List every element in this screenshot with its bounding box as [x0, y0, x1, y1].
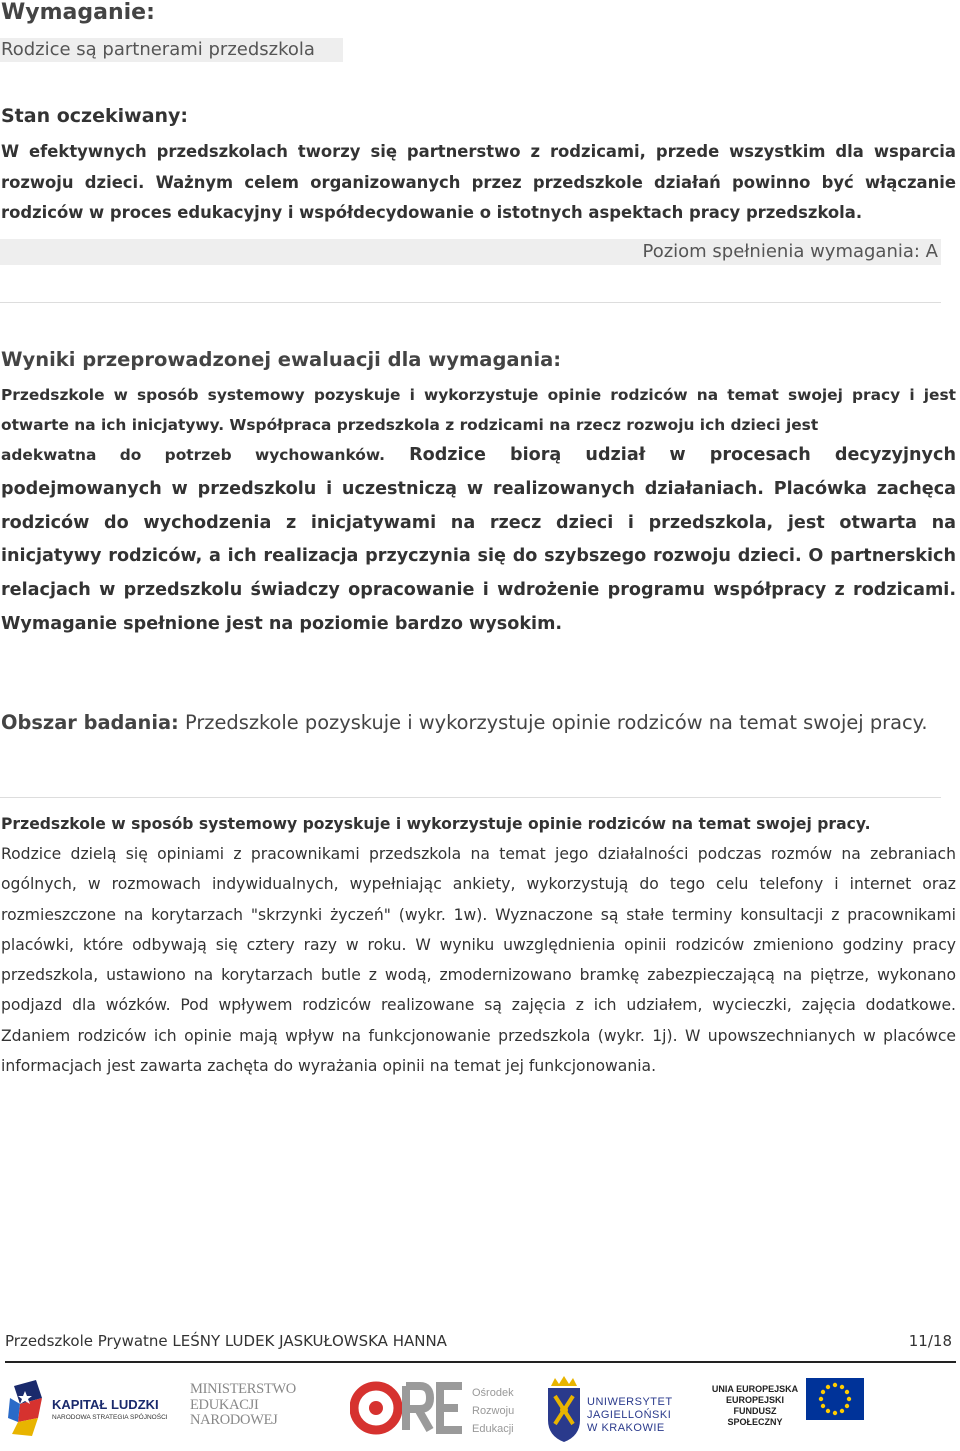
uj-crest-icon: [545, 1376, 583, 1444]
results-heading: Wyniki przeprowadzonej ewaluacji dla wymagania:: [1, 348, 562, 371]
ue-text: UNIA EUROPEJSKA EUROPEJSKI FUNDUSZ SPOŁECZNY: [711, 1384, 799, 1427]
ore-side-text: Ośrodek Rozwoju Edukacji: [472, 1387, 515, 1435]
section-divider: [0, 797, 941, 798]
research-area-text: Przedszkole pozyskuje i wykorzystuje opinie rodziców na temat swojej pracy.: [178, 711, 928, 734]
kapital-ludzki-logo: [8, 1372, 168, 1446]
ore-mark-icon: [350, 1378, 468, 1438]
finding-body: Rodzice dzielą się opiniami z pracownikami przedszkola na temat jego działalności podczas rozmów na zebraniach ogólnych, w rozmowach indywidualnych, wypełniając ankiety, wykorzystują do tego celu telefony i internet oraz rozmieszczone na korytarzach "skrzynki życzeń" (wykr. 1w). Wyznaczone są stałe terminy konsultacji z pracownikami placówki, które odbywają się cztery razy w roku. W wyniku uwzględnienia opinii rodziców zmieniono godziny pracy przedszkola, ustawiono na korytarzach butle z wodą, zmodernizowano bramkę zabezpieczającą na piętrze, wykonano podjazd dla wózków. Pod wpływem rodziców realizowane są zajęcia z ich udziałem, wycieczki, zajęcia dodatkowe. Zdaniem rodziców ich opinie mają wpływ na funkcjonowanie przedszkola (wykr. 1j). W upowszechnianych w placówce informacjach jest zawarta zachęta do wyrażania opinii na temat jej funkcjonowania.: [1, 845, 956, 1076]
footer-divider: [5, 1361, 956, 1363]
requirement-heading: Wymaganie:: [1, 0, 155, 25]
eu-flag-icon: [806, 1378, 864, 1420]
results-paragraph-2-start: adekwatna do potrzeb wychowanków.: [1, 446, 385, 464]
results-paragraph-2-rest: Rodzice biorą udział w procesach decyzyjnych podejmowanych w przedszkolu i uczestniczą w realizowanych działaniach. Placówka zachęca rodziców do wychodzenia z inicjatywami na rzecz dzieci i przedszkola, jest otwarta na inicjatywy rodziców, a ich realizacja przyczynia się do szybszego rozwoju dzieci. O partnerskich relacjach w przedszkolu świadczy opracowanie i wdrożenie programu współpracy z rodzicami. Wymaganie spełnione jest na poziomie bardzo wysokim.: [1, 445, 956, 634]
footer-institution: Przedszkole Prywatne LEŚNY LUDEK JASKUŁOWSKA HANNA: [5, 1332, 447, 1350]
uj-text: UNIWERSYTET JAGIELLOŃSKI W KRAKOWIE: [587, 1396, 673, 1434]
requirement-title: Rodzice są partnerami przedszkola: [1, 39, 315, 60]
research-area: [1, 708, 959, 738]
kapital-ludzki-emblem-icon: [8, 1378, 50, 1438]
results-paragraph-1: Przedszkole w sposób systemowy pozyskuje i wykorzystuje opinie rodziców na temat swojej pracy i jest otwarte na ich inicjatywy. Współpraca przedszkola z rodzicami na rzecz rozwoju ich dzieci jest: [1, 386, 956, 434]
page-number: 11/18: [908, 1332, 952, 1350]
ministerstwo-text: MINISTERSTWO EDUKACJI NARODOWEJ: [190, 1381, 296, 1428]
kapital-ludzki-title: KAPITAŁ LUDZKI: [52, 1397, 159, 1412]
section-divider: [0, 302, 941, 303]
fulfillment-level: Poziom spełnienia wymagania: A: [642, 241, 938, 262]
uj-logo: [545, 1372, 685, 1446]
ore-logo: [350, 1372, 525, 1446]
finding-heading: Przedszkole w sposób systemowy pozyskuje i wykorzystuje opinie rodziców na temat swojej pracy.: [1, 815, 871, 833]
ue-logo: [700, 1372, 870, 1446]
expected-state-text: W efektywnych przedszkolach tworzy się partnerstwo z rodzicami, przede wszystkim dla wsparcia rozwoju dzieci. Ważnym celem organizowanych przez przedszkole działań powinno być włączanie rodziców w proces edukacyjny i współdecydowanie o istotnych aspektach pracy przedszkola.: [1, 142, 956, 222]
expected-state-heading: Stan oczekiwany:: [1, 105, 189, 127]
kapital-ludzki-subtitle: NARODOWA STRATEGIA SPÓJNOŚCI: [52, 1414, 168, 1421]
research-area-label: Obszar badania:: [1, 711, 179, 734]
results-paragraph-2: [1, 439, 956, 642]
ministerstwo-logo: [186, 1372, 311, 1446]
